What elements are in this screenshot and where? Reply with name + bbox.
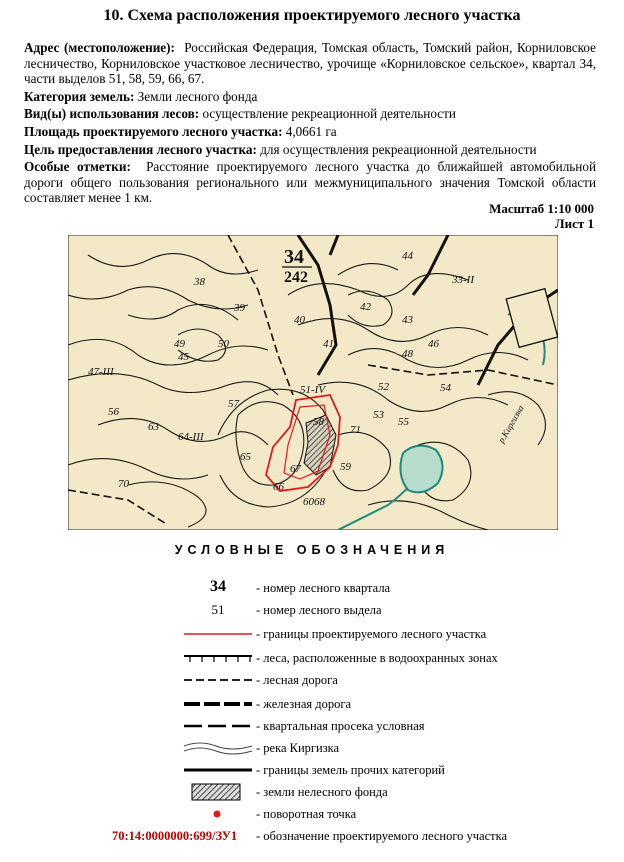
area-label: Площадь проектируемого лесного участка: [24, 123, 283, 139]
usage-label: Вид(ы) использования лесов: [24, 106, 200, 122]
label-51: 51-IV [300, 384, 326, 396]
legend-river-text: - река Киргизка [256, 741, 340, 755]
label-33: 33-II [452, 274, 474, 286]
label-42: 42 [360, 301, 371, 313]
label-47: 47-III [88, 366, 114, 378]
label-65: 65 [240, 451, 251, 463]
legend-row-quarter [0, 578, 624, 598]
river-label: р.Киргизка [496, 403, 526, 445]
label-63: 63 [148, 421, 159, 433]
legend-water-zone-text: - леса, расположенные в водоохранных зонах [256, 651, 498, 665]
label-70: 70 [118, 478, 129, 490]
legend-row-water-zone [0, 648, 624, 668]
legend-designation-text: - обозначение проектируемого лесного участка [256, 829, 508, 843]
label-46: 46 [428, 338, 439, 350]
legend-title: УСЛОВНЫЕ ОБОЗНАЧЕНИЯ [174, 543, 450, 557]
purpose-line [24, 142, 596, 158]
boundary-line-symbol [180, 624, 256, 644]
legend-quarter-symbol: 34 [210, 578, 226, 595]
label-53: 53 [373, 409, 384, 421]
label-43: 43 [402, 314, 413, 326]
river-symbol [180, 738, 256, 758]
notes-value: Расстояние проектируемого лесного участка до ближайшей автомобильной дороги общего пользования регионального или межмуниципального значения Томской области составляет менее 1 км. [24, 159, 597, 206]
label-45: 45 [178, 351, 189, 363]
legend-row-allotment [0, 600, 624, 620]
label-39: 39 [234, 302, 245, 314]
other-lands-symbol [180, 760, 256, 780]
legend-non-forest-text: - земли нелесного фонда [256, 785, 388, 799]
railway-symbol [180, 694, 256, 714]
area-line [24, 124, 596, 140]
scale-block [489, 201, 594, 231]
label-60: 60 [303, 496, 314, 508]
legend-other-lands-text: - границы земель прочих категорий [256, 763, 445, 777]
legend-row-railway [0, 694, 624, 714]
legend-allotment-symbol: 51 [211, 602, 225, 617]
clearing-symbol [180, 716, 256, 736]
label-57: 57 [228, 398, 239, 410]
label-52: 52 [378, 381, 389, 393]
label-41: 41 [323, 338, 334, 350]
label-56: 56 [108, 406, 119, 418]
forest-road-symbol [180, 670, 256, 690]
label-50: 50 [218, 338, 229, 350]
notes-line [24, 159, 596, 206]
document-title: 10. Схема расположения проектируемого лесного участка [103, 7, 521, 24]
quarter-number: 34 [284, 246, 304, 268]
legend-turning-point-text: - поворотная точка [256, 807, 357, 821]
non-forest-symbol [180, 782, 256, 802]
label-55: 55 [398, 416, 409, 428]
label-66: 66 [273, 481, 284, 493]
label-58: 58 [313, 416, 324, 428]
legend-row-boundary [0, 624, 624, 644]
map-background [68, 235, 558, 530]
label-64: 64-III [178, 431, 204, 443]
label-71: 71 [350, 424, 361, 436]
legend-row-non-forest [0, 782, 624, 802]
purpose-value: для осуществления рекреационной деятельности [260, 141, 537, 157]
legend-row-designation [0, 826, 624, 846]
quarter-sub: 242 [284, 269, 308, 286]
legend-row-river [0, 738, 624, 758]
legend-clearing-text: - квартальная просека условная [256, 719, 425, 733]
address-label: Адрес (местоположение): [24, 40, 175, 55]
label-48: 48 [402, 348, 413, 360]
area-value: 4,0661 га [285, 123, 337, 139]
legend-railway-text: - железная дорога [256, 697, 352, 711]
label-49: 49 [174, 338, 185, 350]
category-value: Земли лесного фонда [137, 88, 258, 104]
usage-value: осуществление рекреационной деятельности [202, 106, 456, 122]
purpose-label: Цель предоставления лесного участка: [24, 141, 257, 157]
legend-row-forest-road [0, 670, 624, 690]
water-zone-symbol [180, 648, 256, 668]
label-68: 68 [314, 496, 325, 508]
category-line [24, 89, 596, 105]
legend-code-symbol: 70:14:0000000:699/ЗУ1 [112, 829, 238, 843]
turning-point-symbol [180, 804, 256, 824]
forest-map [68, 235, 558, 530]
legend-allotment-text: - номер лесного выдела [256, 603, 382, 617]
sheet-text: Лист 1 [554, 216, 594, 231]
label-59: 59 [340, 461, 351, 473]
info-block [24, 40, 596, 208]
notes-label: Особые отметки: [24, 159, 131, 175]
legend-forest-road-text: - лесная дорога [256, 673, 338, 687]
label-44: 44 [402, 250, 413, 262]
label-67: 67 [290, 463, 301, 475]
legend-row-other-lands [0, 760, 624, 780]
legend-row-clearing [0, 716, 624, 736]
address-value: Российская Федерация, Томская область, Томский район, Корниловское лесничество, Корниловское участковое лесничество, урочище «Корниловское сельское», квартал 34, части выделов 51, 58, 59, 66, 67. [24, 40, 597, 87]
category-label: Категория земель: [24, 88, 135, 104]
legend-row-turning-point [0, 804, 624, 824]
usage-line [24, 106, 596, 122]
label-54: 54 [440, 382, 451, 394]
label-38: 38 [194, 276, 205, 288]
address-line [24, 40, 596, 87]
legend-quarter-text: - номер лесного квартала [256, 581, 391, 595]
legend-boundary-text: - границы проектируемого лесного участка [256, 627, 487, 641]
scale-text: Масштаб 1:10 000 [489, 201, 594, 216]
label-40: 40 [294, 314, 305, 326]
